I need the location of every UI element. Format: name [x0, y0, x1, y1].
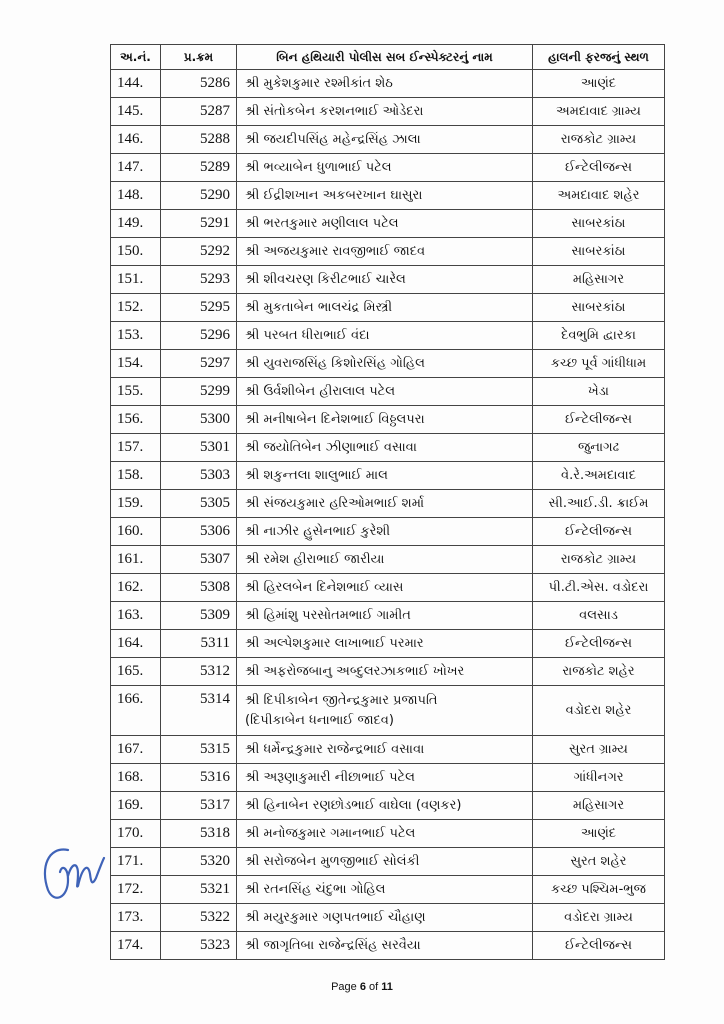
serial-cell: 163.: [111, 602, 161, 630]
duty-place-cell: જુનાગઢ: [533, 434, 665, 462]
table-row: [111, 406, 665, 434]
serial-cell: 173.: [111, 904, 161, 932]
duty-place-cell: પી.ટી.એસ. વડોદરા: [533, 574, 665, 602]
table-row: [111, 518, 665, 546]
officer-name-cell: શ્રી અજયકુમાર રાવજીભાઈ જાદવ: [237, 238, 533, 266]
officer-name-cell: શ્રી ઉર્વશીબેન હીરાલાલ પટેલ: [237, 378, 533, 406]
table-row: [111, 182, 665, 210]
officer-name-cell: શ્રી મનોજકુમાર ગમાનભાઈ પટેલ: [237, 820, 533, 848]
table-row: [111, 98, 665, 126]
officer-name-cell: શ્રી સંજયકુમાર હરિઓમભાઈ શર્મા: [237, 490, 533, 518]
duty-place-cell: સાબરકાંઠા: [533, 210, 665, 238]
rank-number-cell: 5308: [161, 574, 237, 602]
officer-name-cell: શ્રી ઈદ્રીશખાન અકબરખાન ઘાસુરા: [237, 182, 533, 210]
officer-name-cell: શ્રી હિરલબેન દિનેશભાઈ વ્યાસ: [237, 574, 533, 602]
rank-number-cell: 5287: [161, 98, 237, 126]
serial-cell: 156.: [111, 406, 161, 434]
handwritten-signature: [38, 828, 108, 908]
officer-name-cell: શ્રી શકુન્તલા શાલુભાઈ માલ: [237, 462, 533, 490]
table-row: [111, 126, 665, 154]
duty-place-cell: કચ્છ પશ્ચિમ-ભુજ: [533, 876, 665, 904]
serial-cell: 164.: [111, 630, 161, 658]
officer-name-cell: શ્રી શીવચરણ કિરીટભાઈ ચારેલ: [237, 266, 533, 294]
serial-cell: 150.: [111, 238, 161, 266]
officer-name-cell: શ્રી ધર્મેન્દ્રકુમાર રાજેન્દ્રભાઈ વસાવા: [237, 736, 533, 764]
page-footer: [0, 981, 724, 993]
table-row: [111, 546, 665, 574]
footer-total-pages: 11: [381, 981, 393, 993]
rank-number-cell: 5311: [161, 630, 237, 658]
table-row: [111, 322, 665, 350]
rank-number-cell: 5300: [161, 406, 237, 434]
officer-name-cell: [237, 686, 533, 736]
officer-name-cell: શ્રી ભવ્યાબેન ધુળાભાઈ પટેલ: [237, 154, 533, 182]
duty-place-cell: સાબરકાંઠા: [533, 238, 665, 266]
serial-cell: 147.: [111, 154, 161, 182]
officer-name-cell: શ્રી સરોજબેન મુળજીભાઈ સોલંકી: [237, 848, 533, 876]
serial-cell: 159.: [111, 490, 161, 518]
officer-name-cell: શ્રી હિનાબેન રણછોડભાઈ વાઘેલા (વણકર): [237, 792, 533, 820]
table-row: [111, 154, 665, 182]
table-row: [111, 686, 665, 736]
table-row: [111, 736, 665, 764]
serial-cell: 170.: [111, 820, 161, 848]
table-row: [111, 932, 665, 960]
duty-place-cell: ઈન્ટેલીજન્સ: [533, 154, 665, 182]
officer-name-cell: શ્રી અફરોજબાનુ અબ્દુલરઝાકભાઈ ખોખર: [237, 658, 533, 686]
serial-cell: 158.: [111, 462, 161, 490]
rank-number-cell: 5293: [161, 266, 237, 294]
duty-place-cell: મહિસાગર: [533, 792, 665, 820]
duty-place-cell: ઈન્ટેલીજન્સ: [533, 932, 665, 960]
rank-number-cell: 5316: [161, 764, 237, 792]
serial-cell: 166.: [111, 686, 161, 736]
rank-number-cell: 5305: [161, 490, 237, 518]
footer-prefix: Page: [331, 981, 360, 993]
serial-cell: 168.: [111, 764, 161, 792]
duty-place-cell: ઈન્ટેલીજન્સ: [533, 406, 665, 434]
table-row: [111, 820, 665, 848]
serial-cell: 148.: [111, 182, 161, 210]
rank-number-cell: 5320: [161, 848, 237, 876]
table-header-row: [111, 45, 665, 70]
duty-place-cell: સી.આઈ.ડી. ક્રાઈમ: [533, 490, 665, 518]
rank-number-cell: 5314: [161, 686, 237, 736]
serial-cell: 145.: [111, 98, 161, 126]
serial-cell: 149.: [111, 210, 161, 238]
rank-number-cell: 5303: [161, 462, 237, 490]
rank-number-cell: 5290: [161, 182, 237, 210]
table-row: [111, 658, 665, 686]
rank-number-cell: 5312: [161, 658, 237, 686]
duty-place-cell: સુરત શહેર: [533, 848, 665, 876]
table-row: [111, 350, 665, 378]
officer-name-cell: શ્રી મનીષાબેન દિનેશભાઈ વિઠ્ઠલપરા: [237, 406, 533, 434]
serial-cell: 172.: [111, 876, 161, 904]
duty-place-cell: રાજકોટ ગ્રામ્ય: [533, 126, 665, 154]
officer-name-cell: શ્રી ભરતકુમાર મણીલાલ પટેલ: [237, 210, 533, 238]
table-row: [111, 792, 665, 820]
table-row: [111, 764, 665, 792]
table-row: [111, 630, 665, 658]
officer-name-cell: શ્રી યુવરાજસિંહ કિશોરસિંહ ગોહિલ: [237, 350, 533, 378]
rank-number-cell: 5318: [161, 820, 237, 848]
table-row: [111, 574, 665, 602]
serial-cell: 167.: [111, 736, 161, 764]
table-row: [111, 238, 665, 266]
rank-number-cell: 5315: [161, 736, 237, 764]
header-officer-name: બિન હથિયારી પોલીસ સબ ઈન્સ્પેક્ટરનું નામ: [237, 45, 533, 70]
officer-name-cell: શ્રી પરબત ધીરાભાઈ વંદા: [237, 322, 533, 350]
duty-place-cell: રાજકોટ શહેર: [533, 658, 665, 686]
table-row: [111, 378, 665, 406]
rank-number-cell: 5286: [161, 70, 237, 98]
serial-cell: 160.: [111, 518, 161, 546]
officer-name-cell: શ્રી રમેશ હીરાભાઈ જારીયા: [237, 546, 533, 574]
header-serial: અ.નં.: [111, 45, 161, 70]
officer-name-cell: શ્રી હિમાંશુ પરસોતમભાઈ ગામીત: [237, 602, 533, 630]
table-body: [111, 70, 665, 960]
rank-number-cell: 5307: [161, 546, 237, 574]
duty-place-cell: અમદાવાદ ગ્રામ્ય: [533, 98, 665, 126]
rank-number-cell: 5291: [161, 210, 237, 238]
rank-number-cell: 5301: [161, 434, 237, 462]
rank-number-cell: 5323: [161, 932, 237, 960]
officer-name-cell: શ્રી અલ્પેશકુમાર લાખાભાઈ પરમાર: [237, 630, 533, 658]
serial-cell: 154.: [111, 350, 161, 378]
officer-name-cell: શ્રી જયદીપસિંહ મહેન્દ્રસિંહ ઝાલા: [237, 126, 533, 154]
duty-place-cell: સુરત ગ્રામ્ય: [533, 736, 665, 764]
rank-number-cell: 5288: [161, 126, 237, 154]
serial-cell: 162.: [111, 574, 161, 602]
rank-number-cell: 5292: [161, 238, 237, 266]
serial-cell: 151.: [111, 266, 161, 294]
duty-place-cell: વડોદરા શહેર: [533, 686, 665, 736]
serial-cell: 161.: [111, 546, 161, 574]
table-row: [111, 70, 665, 98]
table-row: [111, 876, 665, 904]
serial-cell: 171.: [111, 848, 161, 876]
table-row: [111, 210, 665, 238]
duty-place-cell: સાબરકાંઠા: [533, 294, 665, 322]
duty-place-cell: ગાંધીનગર: [533, 764, 665, 792]
officer-table: [110, 44, 665, 960]
serial-cell: 153.: [111, 322, 161, 350]
officer-name-cell: શ્રી નાઝીર હુસેનભાઈ કુરેશી: [237, 518, 533, 546]
footer-middle: of: [365, 981, 382, 993]
footer-current-page: 6: [359, 981, 366, 993]
duty-place-cell: મહિસાગર: [533, 266, 665, 294]
duty-place-cell: અમદાવાદ શહેર: [533, 182, 665, 210]
table-row: [111, 490, 665, 518]
duty-place-cell: આણંદ: [533, 70, 665, 98]
table-row: [111, 434, 665, 462]
duty-place-cell: વડોદરા ગ્રામ્ય: [533, 904, 665, 932]
duty-place-cell: ખેડા: [533, 378, 665, 406]
duty-place-cell: વે.રે.અમદાવાદ: [533, 462, 665, 490]
serial-cell: 146.: [111, 126, 161, 154]
rank-number-cell: 5322: [161, 904, 237, 932]
officer-name-cell: શ્રી મયુરકુમાર ગણપતભાઈ ચૌહાણ: [237, 904, 533, 932]
serial-cell: 155.: [111, 378, 161, 406]
officer-name-cell: શ્રી સંતોકબેન કરશનભાઈ ઓડેદરા: [237, 98, 533, 126]
duty-place-cell: ઈન્ટેલીજન્સ: [533, 630, 665, 658]
officer-name-cell: શ્રી જાગૃતિબા રાજેન્દ્રસિંહ સરવૈયા: [237, 932, 533, 960]
rank-number-cell: 5296: [161, 322, 237, 350]
duty-place-cell: રાજકોટ ગ્રામ્ય: [533, 546, 665, 574]
rank-number-cell: 5306: [161, 518, 237, 546]
table-row: [111, 294, 665, 322]
duty-place-cell: આણંદ: [533, 820, 665, 848]
officer-alias-line: (દિપીકાબેન ધનાભાઈ જાદવ): [245, 712, 394, 728]
serial-cell: 169.: [111, 792, 161, 820]
table-row: [111, 462, 665, 490]
table-row: [111, 602, 665, 630]
officer-name-cell: શ્રી રતનસિંહ ચંદુભા ગોહિલ: [237, 876, 533, 904]
serial-cell: 174.: [111, 932, 161, 960]
rank-number-cell: 5299: [161, 378, 237, 406]
serial-cell: 157.: [111, 434, 161, 462]
table-row: [111, 266, 665, 294]
rank-number-cell: 5297: [161, 350, 237, 378]
rank-number-cell: 5309: [161, 602, 237, 630]
officer-name-cell: શ્રી જયોતિબેન ઝીણાભાઈ વસાવા: [237, 434, 533, 462]
serial-cell: 165.: [111, 658, 161, 686]
serial-cell: 152.: [111, 294, 161, 322]
duty-place-cell: ઈન્ટેલીજન્સ: [533, 518, 665, 546]
duty-place-cell: દેવભુમિ દ્વારકા: [533, 322, 665, 350]
officer-name-cell: શ્રી મુકતાબેન ભાલચંદ્ર મિસ્ત્રી: [237, 294, 533, 322]
header-rank-number: પ્ર.ક્રમ: [161, 45, 237, 70]
serial-cell: 144.: [111, 70, 161, 98]
table-row: [111, 848, 665, 876]
rank-number-cell: 5289: [161, 154, 237, 182]
officer-name-cell: શ્રી મુકેશકુમાર રશ્મીકાંત શેઠ: [237, 70, 533, 98]
duty-place-cell: વલસાડ: [533, 602, 665, 630]
table-row: [111, 904, 665, 932]
rank-number-cell: 5295: [161, 294, 237, 322]
officer-name-line: શ્રી દિપીકાબેન જીતેન્દ્રકુમાર પ્રજાપતિ: [245, 692, 438, 708]
header-duty-place: હાલની ફરજનું સ્થળ: [533, 45, 665, 70]
duty-place-cell: કચ્છ પૂર્વ ગાંધીધામ: [533, 350, 665, 378]
rank-number-cell: 5317: [161, 792, 237, 820]
officer-name-cell: શ્રી અરૂણાકુમારી નીછાભાઈ પટેલ: [237, 764, 533, 792]
rank-number-cell: 5321: [161, 876, 237, 904]
